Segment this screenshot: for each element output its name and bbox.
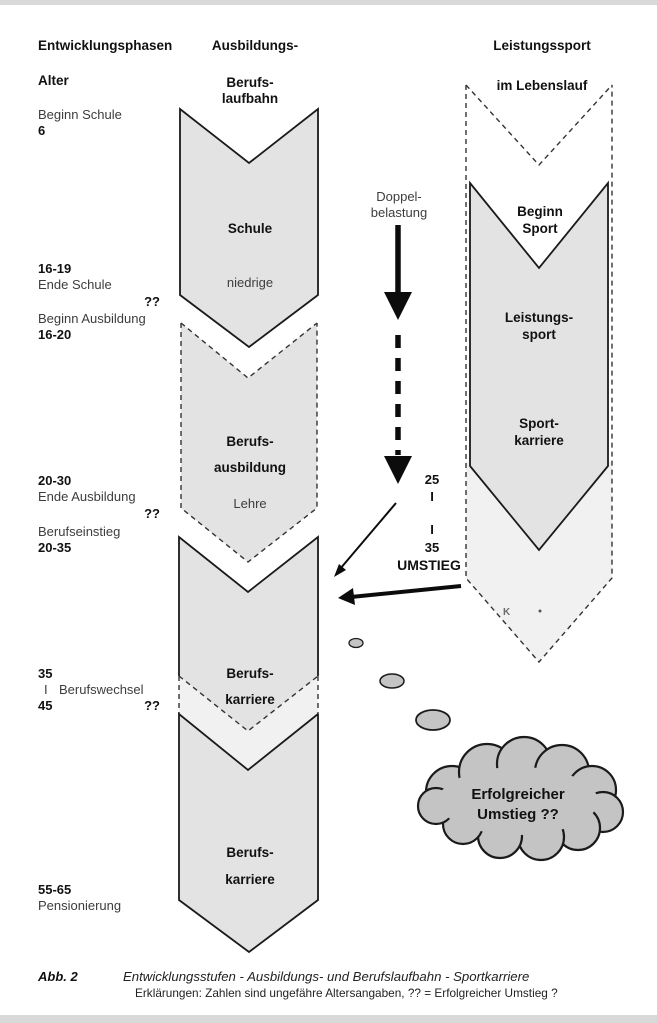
thought-bubble-small: [349, 639, 363, 648]
header-laufbahn: laufbahn: [221, 91, 279, 106]
header-ausbildungs: Ausbildungs-: [211, 38, 299, 53]
artifact-text: K: [503, 607, 511, 618]
tick-1: I: [430, 489, 434, 504]
label-berufskarriere1-1: Berufs-: [226, 666, 274, 681]
question-ende-schule: ??: [144, 294, 160, 309]
age-16-20: 16-20: [38, 327, 72, 342]
label-berufswechsel: Berufswechsel: [59, 682, 144, 697]
artifact-dot: [539, 610, 542, 613]
question-berufswechsel: ??: [144, 698, 160, 713]
age-45: 45: [38, 698, 53, 713]
header-leistungssport: Leistungssport: [493, 38, 591, 53]
label-pensionierung: Pensionierung: [38, 898, 122, 913]
label-doppelbelastung-2: belastung: [370, 205, 428, 220]
label-schule: Schule: [227, 221, 273, 236]
label-sportkarriere-2: karriere: [514, 433, 564, 448]
tick-berufswechsel: I: [44, 682, 48, 697]
label-ende-schule: Ende Schule: [38, 277, 112, 292]
header-berufs: Berufs-: [226, 75, 274, 90]
figure-note: Erklärungen: Zahlen sind ungefähre Altersangaben, ?? = Erfolgreicher Umstieg ?: [135, 986, 558, 1000]
label-berufskarriere1-2: karriere: [225, 692, 275, 707]
label-doppelbelastung-1: Doppel-: [376, 189, 422, 204]
label-berufskarriere2-1: Berufs-: [226, 845, 274, 860]
age-25: 25: [424, 472, 440, 487]
umstieg-arrow-thick-head: [338, 588, 355, 605]
label-berufsausbildung-2: ausbildung: [214, 460, 286, 475]
age-35-umstieg: 35: [424, 540, 440, 555]
note-niedrige: niedrige: [226, 275, 274, 290]
thought-cloud: [418, 737, 623, 860]
label-sportkarriere-1: Sport-: [519, 416, 559, 431]
label-beginn-ausbildung: Beginn Ausbildung: [38, 311, 146, 326]
label-berufskarriere2-2: karriere: [225, 872, 275, 887]
question-ende-ausbildung: ??: [144, 506, 160, 521]
age-55-65: 55-65: [38, 882, 72, 897]
label-umstieg: UMSTIEG: [397, 557, 461, 573]
label-berufseinstieg: Berufseinstieg: [38, 524, 121, 539]
thought-bubble-large: [416, 710, 450, 730]
label-beginn-schule: Beginn Schule: [38, 107, 122, 122]
page-bottom-edge: [0, 1015, 657, 1023]
age-20-30: 20-30: [38, 473, 72, 488]
figure-label: Abb. 2: [38, 969, 78, 984]
umstieg-arrow-thick-line: [351, 586, 461, 597]
doppelbelastung-arrowhead: [384, 292, 412, 320]
cloud-text-1: Erfolgreicher: [471, 786, 565, 803]
age-16-19: 16-19: [38, 261, 72, 276]
age-35: 35: [38, 666, 53, 681]
tick-2: I: [430, 522, 434, 537]
label-leistungssport-1: Leistungs-: [504, 310, 574, 325]
umstieg-arrow-thin-head: [334, 564, 346, 577]
note-lehre: Lehre: [233, 496, 267, 511]
header-im-lebenslauf: im Lebenslauf: [496, 78, 588, 93]
page-top-edge: [0, 0, 657, 5]
thought-bubble-medium: [380, 674, 404, 688]
label-berufsausbildung-1: Berufs-: [226, 434, 274, 449]
header-entwicklungsphasen: Entwicklungsphasen: [38, 38, 173, 53]
umstieg-arrow-thin-line: [340, 503, 396, 569]
cloud-text-2: Umstieg ??: [477, 806, 559, 823]
figure-title: Entwicklungsstufen - Ausbildungs- und Berufslaufbahn - Sportkarriere: [123, 969, 530, 984]
sport-dashed-top-chevron: [466, 85, 612, 165]
age-20-35: 20-35: [38, 540, 72, 555]
label-ende-ausbildung: Ende Ausbildung: [38, 489, 136, 504]
label-beginn-sport-2: Sport: [522, 221, 558, 236]
label-beginn-sport-1: Beginn: [517, 204, 563, 219]
header-alter: Alter: [38, 73, 69, 88]
label-leistungssport-2: sport: [522, 327, 556, 342]
age-6: 6: [38, 123, 46, 138]
dashed-arrowhead: [384, 456, 412, 484]
